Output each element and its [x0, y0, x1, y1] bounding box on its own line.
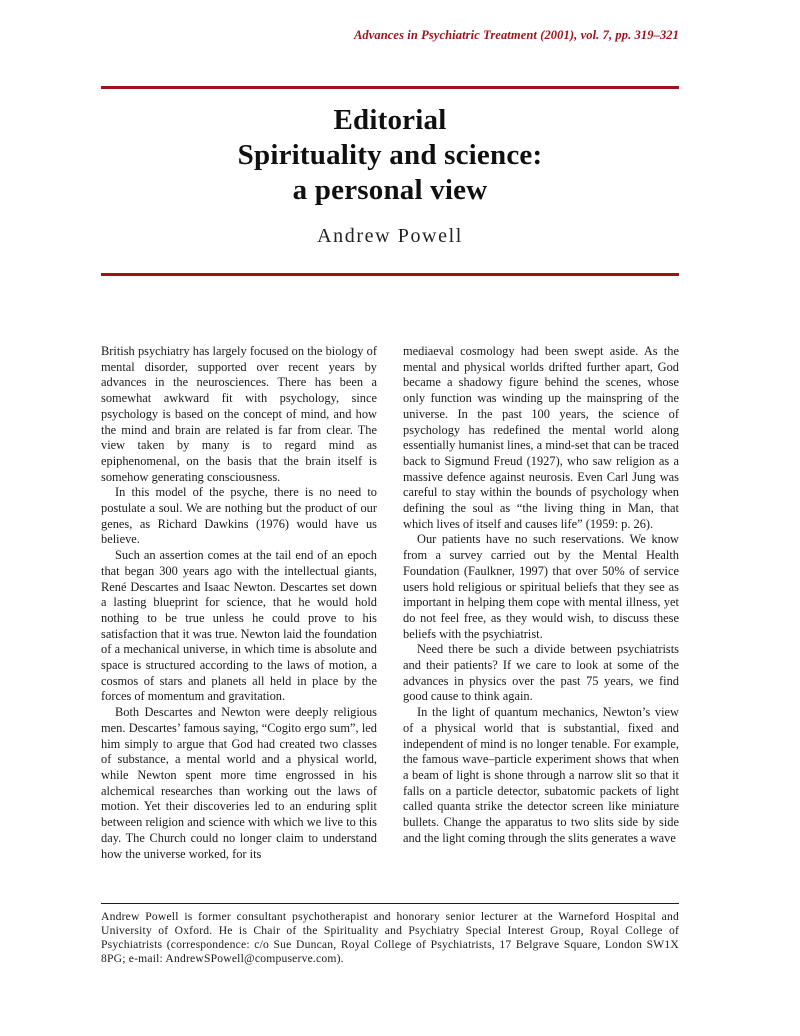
author-name: Andrew Powell — [317, 225, 463, 247]
paragraph: mediaeval cosmology had been swept aside. As the mental and physical worlds drifted further apart, God became a shadowy figure behind the scenes, whose only function was winding up the mainspring of the universe. In the past 100 years, the science of psychology has redefined the mental world along essentially humanist lines, a mind-set that can be traced back to Sigmund Freud (1927), who saw religion as a massive defence against neurosis. Even Carl Jung was careful to stay within the bounds of psychology when defining the soul as “the living thing in Man, that which lives of itself and causes life” (1959: p. 26). — [403, 344, 679, 531]
article-left-column — [101, 344, 377, 862]
paragraph: Need there be such a divide between psychiatrists and their patients? If we care to look at some of the advances in physics over the past 75 years, we find good cause to think again. — [403, 642, 679, 704]
footer-divider-rule — [101, 903, 679, 904]
top-divider-rule — [101, 86, 679, 89]
mid-divider-rule — [101, 273, 679, 276]
page-title — [101, 103, 679, 208]
title-line-editorial: Editorial — [333, 104, 447, 136]
page-content — [101, 0, 679, 862]
paragraph: British psychiatry has largely focused on the biology of mental disorder, supported over recent years by advances in the neurosciences. There has been a somewhat awkward fit with psychology, since psychology is based on the concept of mind, and how the mind and brain are related is far from clear. The view taken by many is to regard mind as epiphenomenal, on the basis that the brain itself is somehow generating consciousness. — [101, 344, 377, 484]
paragraph: Our patients have no such reservations. We know from a survey carried out by the Mental Health Foundation (Faulkner, 1997) that over 50% of service users hold religious or spiritual beliefs that they see as important in helping them cope with mental illness, yet do not feel free, as they would wish, to discuss these beliefs with the psychiatrist. — [403, 532, 679, 641]
footer — [101, 903, 679, 966]
title-line-sub: a personal view — [292, 174, 488, 206]
article-right-column — [403, 344, 679, 862]
paragraph: Such an assertion comes at the tail end of an epoch that began 300 years ago with the intellectual giants, René Descartes and Isaac Newton. Descartes set down a lasting blueprint for science, that he would hold nothing to be true unless he could prove to his satisfaction that it was true. Newton laid the foundation of a mechanical universe, in which time is absolute and space is structured according to the laws of motion, a cosmos of stars and planets all held in place by the forces of momentum and gravitation. — [101, 548, 377, 704]
article-body — [101, 344, 679, 862]
author-footnote: Andrew Powell is former consultant psychotherapist and honorary senior lecturer at the Warneford Hospital and University of Oxford. He is Chair of the Spirituality and Psychiatry Special Interest Group, Royal College of Psychiatrists (correspondence: c/o Sue Duncan, Royal College of Psychiatrists, 17 Belgrave Square, London SW1X 8PG; e-mail: AndrewSPowell@compuserve.com). — [101, 910, 679, 965]
paragraph: In this model of the psyche, there is no need to postulate a soul. We are nothing but the product of our genes, as Richard Dawkins (1976) would have us believe. — [101, 485, 377, 547]
title-line-main: Spirituality and science: — [237, 139, 543, 171]
journal-header-line: Advances in Psychiatric Treatment (2001), vol. 7, pp. 319–321 — [353, 28, 679, 42]
paragraph: Both Descartes and Newton were deeply religious men. Descartes’ famous saying, “Cogito ergo sum”, led him simply to argue that God had created two classes of substance, a mental world and a physical world, while Newton spent more time engrossed in his alchemical researches than working out the laws of motion. Yet their discoveries led to an enduring split between religion and science with which we live to this day. The Church could no longer claim to understand how the universe worked, for its — [101, 705, 377, 861]
paragraph: In the light of quantum mechanics, Newton’s view of a physical world that is substantial, fixed and independent of mind is no longer tenable. For example, the famous wave–particle experiment shows that when a beam of light is shone through a narrow slit so that it falls on a particle detector, subatomic packets of light called quanta strike the detector screen like miniature bullets. Change the apparatus to two slits side by side and the light coming through the slits generates a wave — [403, 705, 679, 845]
